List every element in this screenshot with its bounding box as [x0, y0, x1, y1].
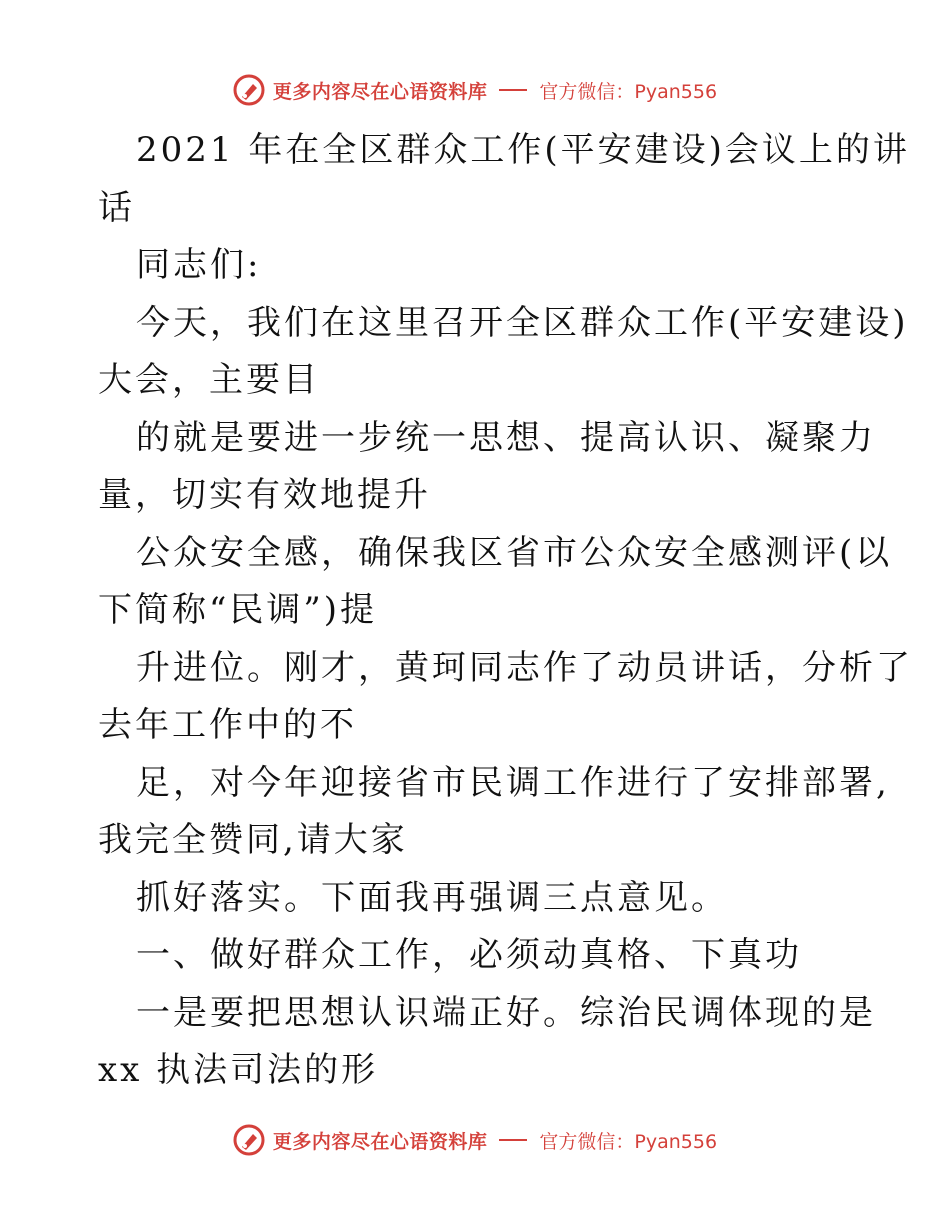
- watermark-main-text: 更多内容尽在心语资料库: [272, 80, 488, 103]
- title-line-1: 2021 年在全区群众工作(平安建设)会议上的讲: [136, 130, 910, 170]
- watermark-dash: [499, 1139, 527, 1141]
- watermark-sub-text: 官方微信：Pyan556: [539, 1130, 718, 1153]
- paragraph-line: 一是要把思想认识端正好。综治民调体现的是: [136, 992, 876, 1033]
- title-line-2: 话: [98, 187, 135, 228]
- watermark-header: [0, 70, 950, 110]
- salutation: 同志们:: [136, 245, 262, 285]
- paragraph-line: xx 执法司法的形: [98, 1050, 379, 1090]
- watermark-footer: [0, 1120, 950, 1160]
- paragraph-line: 大会，主要目: [98, 360, 320, 400]
- paragraph-line: 今天，我们在这里召开全区群众工作(平安建设): [136, 302, 909, 343]
- pen-nib-logo-icon: [233, 1124, 265, 1156]
- section-heading: 一、做好群众工作，必须动真格、下真功: [136, 935, 802, 975]
- paragraph-line: 去年工作中的不: [98, 705, 357, 745]
- paragraph-line: 升进位。刚才，黄珂同志作了动员讲话，分析了: [136, 647, 913, 688]
- pen-nib-logo-icon: [233, 74, 265, 106]
- document-body: [98, 122, 913, 1100]
- watermark-sub-text: 官方微信：Pyan556: [539, 80, 718, 103]
- paragraph-line: 量，切实有效地提升: [98, 475, 431, 515]
- watermark-main-text: 更多内容尽在心语资料库: [272, 1130, 488, 1153]
- paragraph-line: 公众安全感，确保我区省市公众安全感测评(以: [136, 532, 893, 573]
- paragraph-line: 我完全赞同,请大家: [98, 820, 408, 860]
- paragraph-line: 下简称“民调”)提: [98, 590, 378, 630]
- paragraph-line: 的就是要进一步统一思想、提高认识、凝聚力: [136, 417, 876, 458]
- paragraph-line: 抓好落实。下面我再强调三点意见。: [136, 877, 728, 918]
- paragraph-line: 足，对今年迎接省市民调工作进行了安排部署,: [136, 762, 890, 803]
- watermark-dash: [499, 89, 527, 91]
